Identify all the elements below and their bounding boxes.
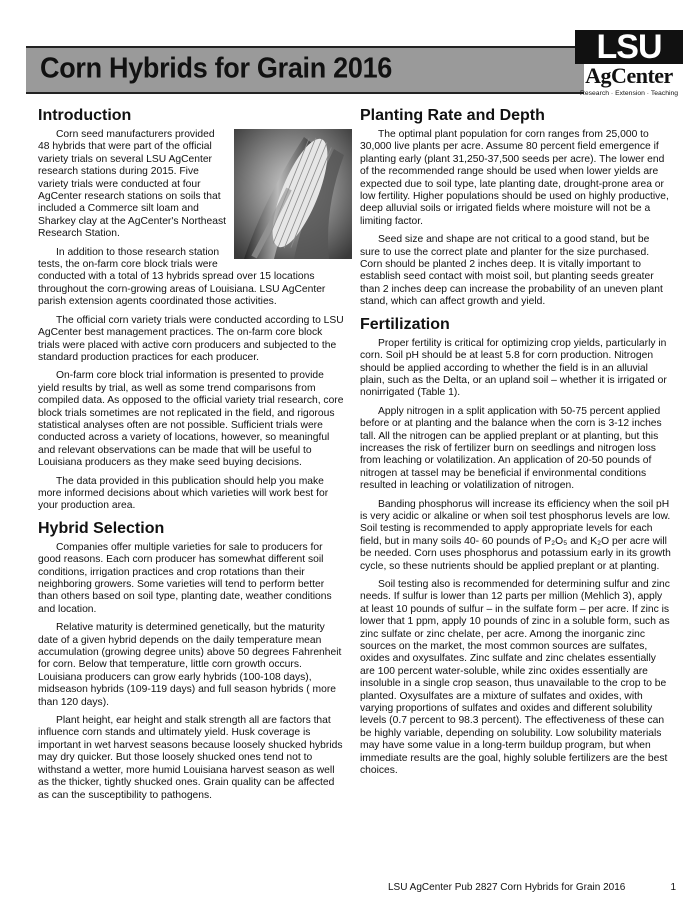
- fertilization-section: [360, 315, 672, 778]
- intro-paragraph-1: Corn seed manufacturers provided 48 hybrids that were part of the official variety trials on several LSU AgCenter research stations during 2015. Five variety trials were conducted at four AgCenter research stations on soils that included a Commerce silt loam and Sharkey clay at the AgCenter's Northeast Research Station.: [38, 129, 226, 240]
- corn-ear-photo: [234, 129, 352, 259]
- logo-agcenter-text: AgCenter: [585, 63, 673, 88]
- footer-text: LSU AgCenter Pub 2827 Corn Hybrids for Grain 2016: [388, 882, 626, 893]
- planting-paragraph-1: The optimal plant population for corn ranges from 25,000 to 30,000 live plants per acre. Assume 80 percent field emergence if planting early (plant 31,250-37,500 seeds per acre). The lower end of the recommended range should be used when lower yields are expected due to soil type, late planting date, drought-prone area or low fertility. Higher populations should be used on highly productive, deep alluvial soils or irrigated fields where moisture will not be a limiting factor.: [360, 129, 669, 227]
- page-number: 1: [670, 882, 676, 893]
- planting-paragraph-2: Seed size and shape are not critical to a good stand, but be sure to use the correct plate and planter for the size purchased. Corn should be planted 2 inches deep. It is vitally important to establish seed contact with moist soil, but planting seeds greater than 2 inches deep can increase the probability of an uneven plant stand, which can affect growth and yield.: [360, 234, 663, 308]
- left-column: [38, 106, 344, 808]
- intro-paragraph-4: On-farm core block trial information is presented to provide yield results by trial, as well as some trend comparisons from compiled data. As opposed to the official variety trial research, core block trials sometimes are not replicated in the field, and rigorous statistical analyses often are not possible. Sufficient trials were conducted across a variety of locations, however, so meaningful and relevant observations can be made that will be useful to Louisiana producers as they make seed buying decisions.: [38, 370, 344, 469]
- title-bar: [26, 46, 584, 94]
- introduction-section: [38, 106, 344, 513]
- page-title: Corn Hybrids for Grain 2016: [40, 52, 392, 84]
- fert-paragraph-1: Proper fertility is critical for optimizing crop yields, particularly in corn. Soil pH should be at least 5.8 for corn production. Nitrogen should be applied according to whether the field is in an alluvial plain, such as the Delta, or an upland soil – whether it is irrigated or nonirrigated (Table 1).: [360, 337, 667, 399]
- hybrid-paragraph-2: Relative maturity is determined genetically, but the maturity date of a given hybrid depends on the daily temperature mean accumulation (growing degree units) above 50 degrees Fahrenheit for corn. Below that temperature, little corn growth occurs. Louisiana producers can grow early hybrids (100-108 days), midseason hybrids (109-119 days) and full season hybrids ( more than 120 days).: [38, 622, 342, 708]
- planting-section: [360, 106, 672, 309]
- logo-tagline: Research · Extension · Teaching: [579, 90, 679, 97]
- logo-lsu-text: LSU: [575, 30, 683, 64]
- hybrid-paragraph-3: Plant height, ear height and stalk strength all are factors that influence corn stands and ultimately yield. Husk coverage is important in wet harvest seasons because loosely shucked hybrids may dry quicker. But those loosely shucked ones tend not to withstand a wetter, more humid Louisiana harvest season as well as the thicker, tightly shucked ones. Grain quality can be affected as can the susceptibility to pathogens.: [38, 715, 343, 801]
- intro-paragraph-5: The data provided in this publication should help you make more informed decisions about which varieties will work best for your production area.: [38, 475, 329, 512]
- planting-heading: Planting Rate and Depth: [360, 107, 545, 124]
- hybrid-selection-heading: Hybrid Selection: [38, 519, 165, 537]
- hybrid-paragraph-1: Companies offer multiple varieties for sale to producers for good reasons. Each corn producer has somewhat different soil conditions, irrigation practices and crop rotations than their neighboring growers. Some varieties will tend to perform better than others based on soil type, planting date, weather conditions and location.: [38, 541, 332, 615]
- hybrid-selection-section: [38, 519, 344, 802]
- intro-paragraph-3: The official corn variety trials were conducted according to LSU AgCenter best management practices. The on-farm core block trials were placed with active corn producers and subjected to the standard production practices for each producer.: [38, 314, 344, 363]
- right-column: [360, 106, 672, 784]
- fertilization-heading: Fertilization: [360, 315, 450, 333]
- fert-paragraph-4: Soil testing also is recommended for determining sulfur and zinc needs. If sulfur is lower than 12 parts per million (Mehlich 3), apply at least 10 pounds of sulfur – in the sulfate form – per acre. If zinc is lower that 1 ppm, apply 10 pounds of zinc in a soluble form, such as zinc sulfate or zinc chelate, per acre. Among the inorganic zinc sources on the market, the most common sources are sulfates, oxides and oxysulfates. Zinc sulfate and zinc chelates essentially are 100 percent water-soluble, while zinc oxides essentially are insoluble in a single crop season, thus unavailable to the crop to be planted. Oxysulfates are a mixture of sulfates and oxides, with varying proportions of sulfates and oxides and different solubility levels (0.7 percent to 98.3 percent). The effectiveness of these can be highly variable, depending on solubility. Low solubility materials may have some value in a long-term buildup program, but when immediate results are the goal, highly soluble fertilizers are the best choices.: [360, 579, 670, 777]
- lsu-agcenter-logo: [573, 30, 685, 100]
- page-footer: [388, 882, 688, 893]
- introduction-heading: Introduction: [38, 107, 132, 124]
- fert-paragraph-2: Apply nitrogen in a split application with 50-75 percent applied before or at planting and the balance when the corn is 3-12 inches tall. All the nitrogen can be applied preplant or at planting, but this increases the risk of fertilizer burn on seedlings and nitrogen loss from leaching or volatilization. An application of 20-50 pounds of nitrogen at tassel may be beneficial if environmental conditions resulted in leaching or volatilization of nitrogen.: [360, 405, 662, 492]
- intro-paragraph-2: In addition to those research station tests, the on-farm core block trials were conducted with a total of 13 hybrids spread over 15 locations throughout the corn-growing areas of Louisiana. LSU AgCenter parish extension agents coordinated those activities.: [38, 246, 326, 308]
- fert-paragraph-3: Banding phosphorus will increase its efficiency when the soil pH is very acidic or alkaline or when soil test phosphorus levels are low. Soil testing is recommended to apply appropriate levels for each field, but in many soils 40- 60 pounds of P₂O₅ and K₂O per acre will be needed. Corn uses phosphorus and potassium early in its growth cycle, so these nutrients should be applied preplant or at planting.: [360, 498, 671, 572]
